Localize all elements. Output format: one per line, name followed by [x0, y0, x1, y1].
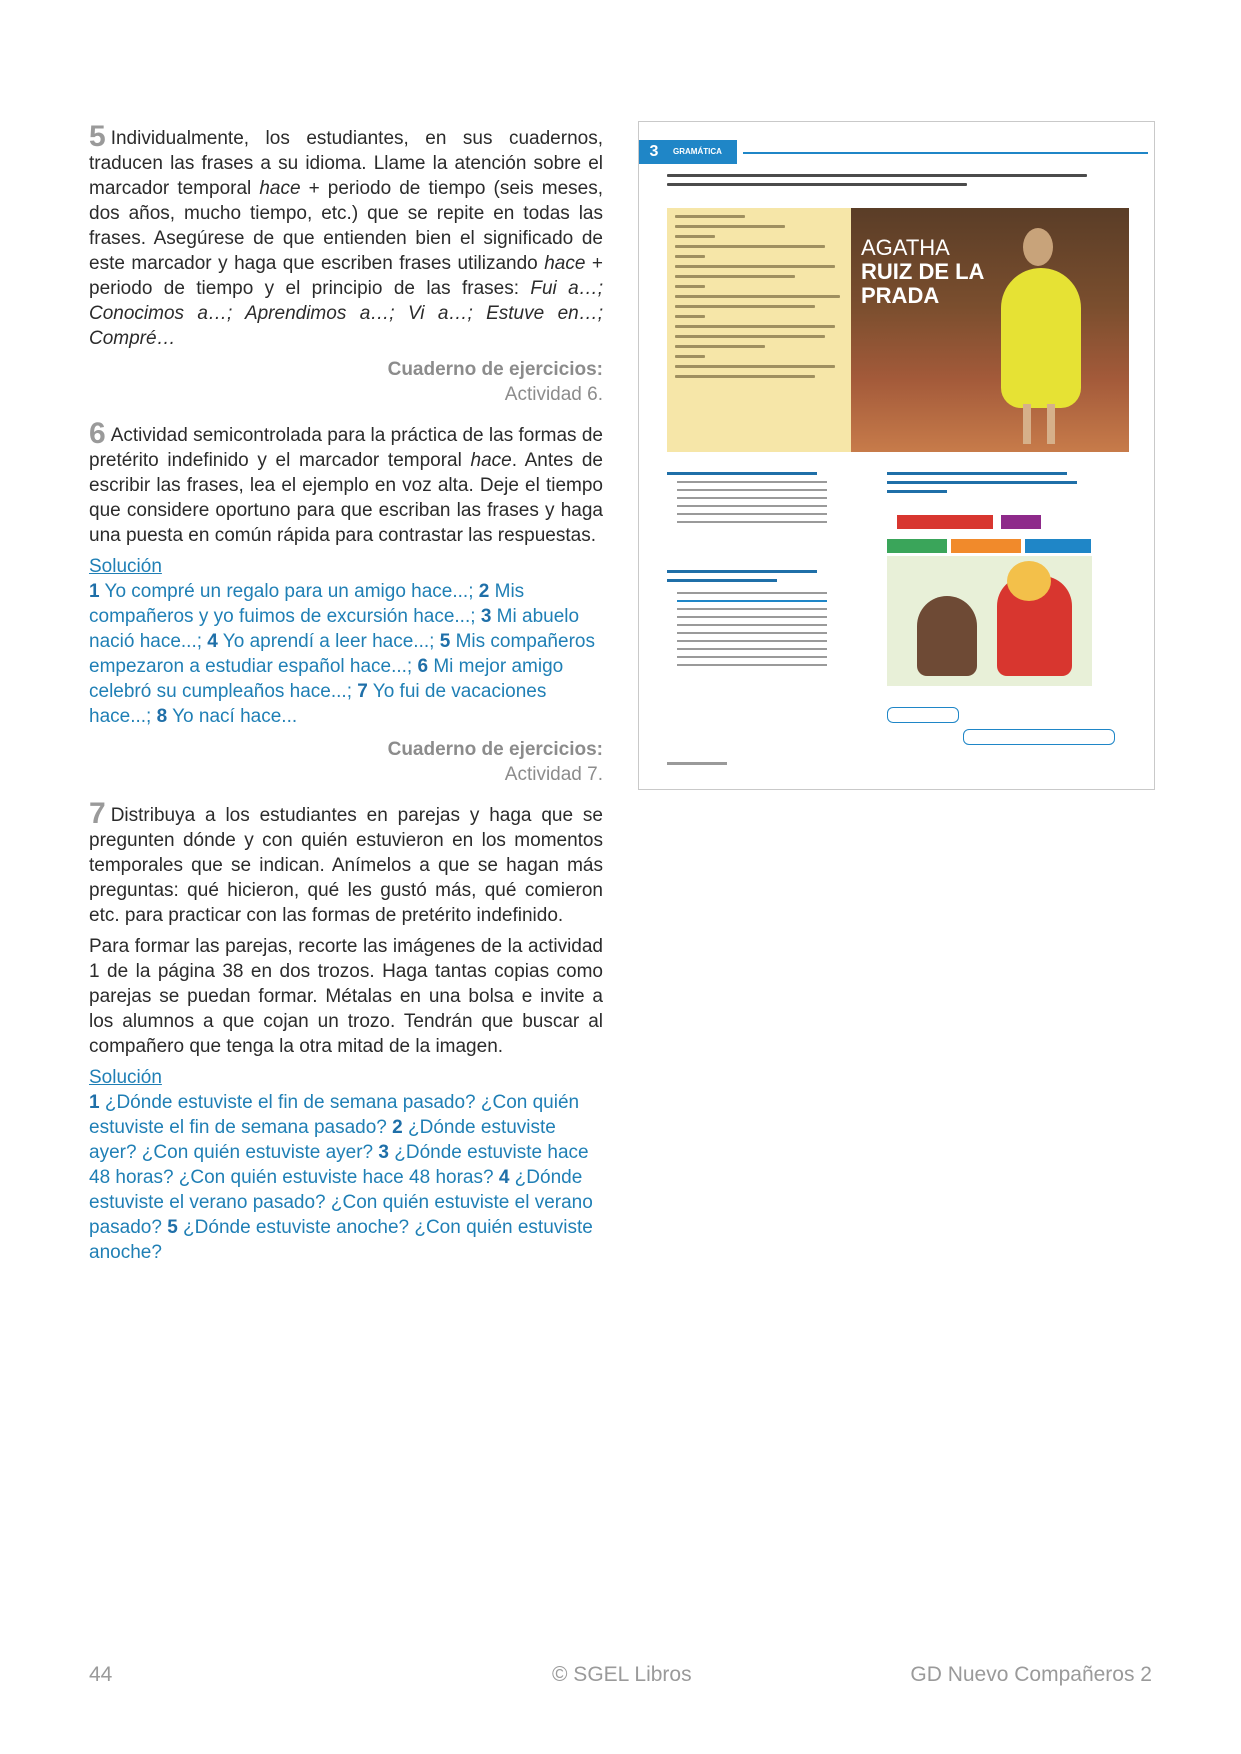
activity-7-paragraph: 7 Distribuya a los estudiantes en parejas y haga que se pregunten dónde y con quién estuvieron en los momentos temporales que se indican. Anímelos a que se hagan más preguntas: qué hicieron, qué les gustó más, qué comieron etc. para practicar con las formas de pretérito indefinido.	[89, 797, 603, 926]
section-number: 3	[639, 140, 669, 164]
activity-number: 6	[89, 417, 106, 450]
activity-number: 5	[89, 120, 106, 153]
yellow-dress	[1001, 268, 1081, 408]
exercise-4-text-panel	[667, 208, 851, 452]
header-rule	[743, 152, 1148, 154]
workbook-reference: Cuaderno de ejercicios: Actividad 7.	[387, 739, 603, 785]
copyright: © SGEL Libros	[552, 1663, 692, 1686]
activity-7-paragraph-2: Para formar las parejas, recorte las imágenes de la actividad 1 de la página 38 en dos trozos. Haga tantas copias como parejas se puedan formar. Métalas en una bolsa e invite a los alumnos a que cojan un trozo. Tendrán que buscar al compañero que tenga la otra mitad de la imagen.	[89, 936, 603, 1057]
speech-bubble	[963, 729, 1115, 745]
exercise-7-block	[887, 472, 1129, 499]
solution-text: 1 ¿Dónde estuviste el fin de semana pasado? ¿Con quién estuviste el fin de semana pasado? 2 ¿Dónde estuviste ayer? ¿Con quién estuviste ayer? 3 ¿Dónde estuviste hace 48 horas? ¿Con quién estuviste hace 48 horas? 4 ¿Dónde estuviste el verano pasado? ¿Con quién estuviste el verano pasado? 5 ¿Dónde estuviste anoche? ¿Con quién estuviste anoche?	[89, 1092, 593, 1263]
model-head	[1023, 228, 1053, 266]
exercise-5-block	[667, 472, 867, 523]
time-tag	[951, 539, 1021, 553]
solution-text: 1 Yo compré un regalo para un amigo hace...; 2 Mis compañeros y yo fuimos de excursión hace...; 3 Mi abuelo nació hace...; 4 Yo aprendí a leer hace...; 5 Mis compañeros empezaron a estudiar español hace...; 6 Mi mejor amigo celebró su cumpleaños hace...; 7 Yo fui de vacaciones hace...; 8 Yo nací hace...	[89, 581, 595, 727]
speech-bubble	[887, 707, 959, 723]
time-tag	[887, 539, 947, 553]
section-header	[639, 140, 1154, 164]
solution-link[interactable]: Solución	[89, 1067, 162, 1088]
page-number: 44	[89, 1663, 113, 1686]
fashion-photo	[851, 208, 1129, 452]
exercise-instruction	[667, 174, 1117, 192]
thumbnail-footer	[667, 762, 727, 765]
workbook-reference: Cuaderno de ejercicios: Actividad 6.	[387, 359, 603, 405]
activity-number: 7	[89, 797, 106, 830]
students-illustration	[887, 556, 1092, 686]
teacher-notes-column	[89, 120, 604, 1273]
photo-title: AGATHA RUIZ DE LA PRADA	[861, 235, 985, 308]
solution-link[interactable]: Solución	[89, 556, 162, 577]
section-label: GRAMÁTICA	[669, 140, 737, 164]
activity-6-paragraph: 6 Actividad semicontrolada para la práctica de las formas de pretérito indefinido y el marcador temporal hace. Antes de escribir las frases, lea el ejemplo en voz alta. Deje el tiempo que considere oportuno para que escriban las frases y haga una puesta en común rápida para contrastar las respuestas.	[89, 417, 603, 546]
book-title: GD Nuevo Compañeros 2	[910, 1663, 1152, 1686]
textbook-page-thumbnail	[638, 121, 1155, 790]
time-tag	[897, 515, 993, 529]
time-tag	[1025, 539, 1091, 553]
activity-5-paragraph: 5 Individualmente, los estudiantes, en sus cuadernos, traducen las frases a su idioma. Llame la atención sobre el marcador temporal hace + periodo de tiempo (seis meses, dos años, mucho tiempo, etc.) que se repite en todas las frases. Asegúrese de que entienden bien el significado de este marcador y haga que escriben frases utilizando hace + periodo de tiempo y el principio de las frases: Fui a…; Conocimos a…; Aprendimos a…; Vi a…; Estuve en…; Compré…	[89, 120, 604, 349]
exercise-6-block	[667, 570, 867, 666]
time-tag	[1001, 515, 1041, 529]
